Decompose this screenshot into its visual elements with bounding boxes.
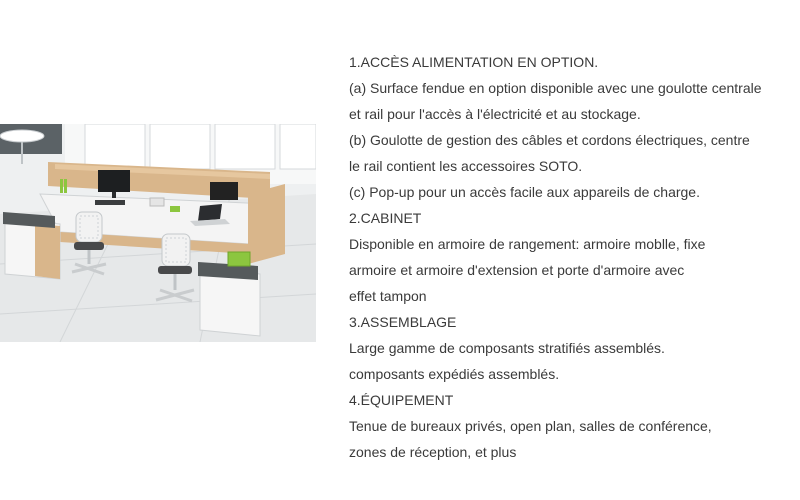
- text-line: (a) Surface fendue en option disponible avec une goulotte centrale: [349, 80, 762, 96]
- heading-power-access: 1.ACCÈS ALIMENTATION EN OPTION.: [349, 54, 599, 70]
- text-line: (b) Goulotte de gestion des câbles et cordons électriques, centre: [349, 132, 750, 148]
- text-line: armoire et armoire d'extension et porte d'armoire avec: [349, 262, 685, 278]
- heading-assembly: 3.ASSEMBLAGE: [349, 314, 457, 330]
- office-workstation-illustration: [0, 124, 316, 342]
- text-line: zones de réception, et plus: [349, 444, 517, 460]
- text-line: composants expédiés assemblés.: [349, 366, 560, 382]
- text-line: (c) Pop-up pour un accès facile aux appareils de charge.: [349, 184, 700, 200]
- text-line: Large gamme de composants stratifiés assemblés.: [349, 340, 665, 356]
- text-line: Disponible en armoire de rangement: armoire moblle, fixe: [349, 236, 706, 252]
- heading-cabinet: 2.CABINET: [349, 210, 422, 226]
- text-line: et rail pour l'accès à l'électricité et au stockage.: [349, 106, 641, 122]
- text-line: le rail contient les accessoires SOTO.: [349, 158, 583, 174]
- heading-equipment: 4.ÉQUIPEMENT: [349, 392, 454, 408]
- text-line: Tenue de bureaux privés, open plan, salles de conférence,: [349, 418, 712, 434]
- product-description: [349, 49, 800, 465]
- text-line: effet tampon: [349, 288, 427, 304]
- product-photo: [0, 124, 316, 342]
